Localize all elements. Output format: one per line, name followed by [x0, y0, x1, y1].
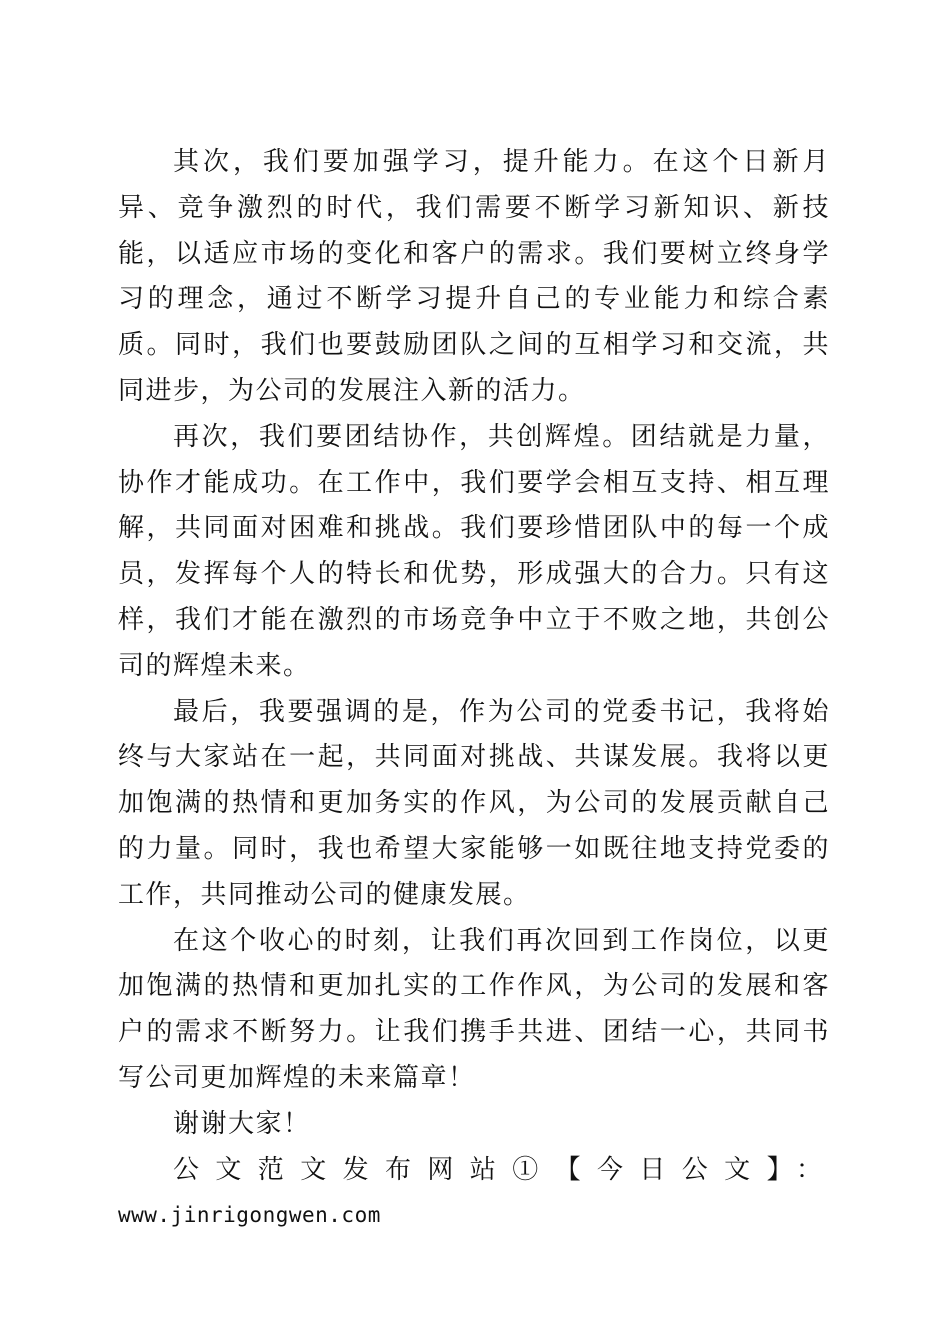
site-url: www.jinrigongwen.com	[118, 1203, 381, 1228]
site-label: 公文范文发布网站①【今日公文】：	[173, 1154, 830, 1185]
document-body	[118, 140, 830, 1239]
paragraph-closing: 在这个收心的时刻，让我们再次回到工作岗位，以更加饱满的热情和更加扎实的工作作风，为公司的发展和客户的需求不断努力。让我们携手共进、团结一心，共同书写公司更加辉煌的未来篇章！	[118, 925, 830, 1093]
paragraph-study: 其次，我们要加强学习，提升能力。在这个日新月异、竞争激烈的时代，我们需要不断学习新知识、新技能，以适应市场的变化和客户的需求。我们要树立终身学习的理念，通过不断学习提升自己的专业能力和综合素质。同时，我们也要鼓励团队之间的互相学习和交流，共同进步，为公司的发展注入新的活力。	[118, 147, 830, 406]
paragraph-teamwork: 再次，我们要团结协作，共创辉煌。团结就是力量，协作才能成功。在工作中，我们要学会相互支持、相互理解，共同面对困难和挑战。我们要珍惜团队中的每一个成员，发挥每个人的特长和优势，形成强大的合力。只有这样，我们才能在激烈的市场竞争中立于不败之地，共创公司的辉煌未来。	[118, 421, 830, 681]
paragraph-thanks: 谢谢大家！	[173, 1108, 311, 1139]
paragraph-commitment: 最后，我要强调的是，作为公司的党委书记，我将始终与大家站在一起，共同面对挑战、共谋发展。我将以更加饱满的热情和更加务实的作风，为公司的发展贡献自己的力量。同时，我也希望大家能够一如既往地支持党委的工作，共同推动公司的健康发展。	[118, 696, 830, 910]
